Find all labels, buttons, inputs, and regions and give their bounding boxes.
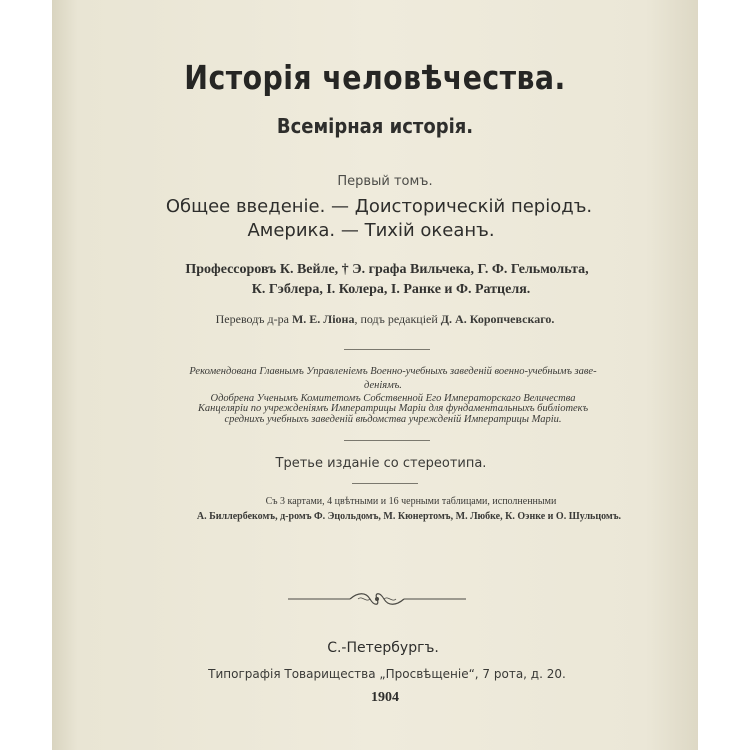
editor-name: Д. А. Коропчевскаго. [440,312,555,326]
volume-label: Первый томъ. [337,174,433,189]
authors-line-2: К. Гэблера, І. Колера, І. Ранке и Ф. Ратцеля. [251,282,531,297]
illustrations-line-2: А. Биллербекомъ, д-ромъ Ф. Эцольдомъ, М. Кюнертомъ, М. Любке, К. Оэнке и О. Шульцомъ. [196,511,622,522]
recommendation-line-2: деніямъ. [364,380,402,391]
publication-year: 1904 [371,690,399,705]
contents-line-2: Америка. — Тихій океанъ. [247,220,495,241]
recommendation-line-1: Рекомендована Главнымъ Управленіемъ Военно-учебныхъ заведеній военно-учебнымъ заве- [189,366,597,377]
translator-name: М. Е. Ліона [291,312,355,326]
title-page [52,0,698,750]
divider-rule-1 [344,349,430,350]
divider-rule-2 [344,440,430,441]
authors-line-1: Профессоровъ К. Вейле, † Э. графа Вильчека, Г. Ф. Гельмольта, [185,262,589,277]
contents-line-1: Общее введеніе. — Доисторическій періодъ. [165,196,593,217]
recommendation-line-3: Одобрена Ученымъ Комитетомъ Собственной Его Императорскаго Величества [210,393,576,404]
book-subtitle: Всемірная исторія. [276,114,474,138]
illustrations-line-1: Съ 3 картами, 4 цвѣтными и 16 черными таблицами, исполненными [265,496,557,507]
edition-note: Третье изданіе со стереотипа. [275,456,487,471]
ornament-icon [288,590,466,608]
printer-info: Типографія Товарищества „Просвѣщеніе“, 7 рота, д. 20. [208,667,566,681]
divider-rule-3 [352,483,418,484]
translation-credit [62,312,708,327]
recommendation-line-4: Канцеляріи по учрежденіямъ Императрицы Маріи для фундаментальныхъ библіотекъ [197,403,589,414]
translation-prefix: Переводъ д-ра [215,312,289,326]
translation-middle: , подъ редакціей [354,312,438,326]
recommendation-line-5: среднихъ учебныхъ заведеній вѣдомства учрежденій Императрицы Маріи. [224,414,562,425]
book-title: Исторія человѣчества. [184,58,566,97]
publication-city: С.-Петербургъ. [327,640,439,656]
